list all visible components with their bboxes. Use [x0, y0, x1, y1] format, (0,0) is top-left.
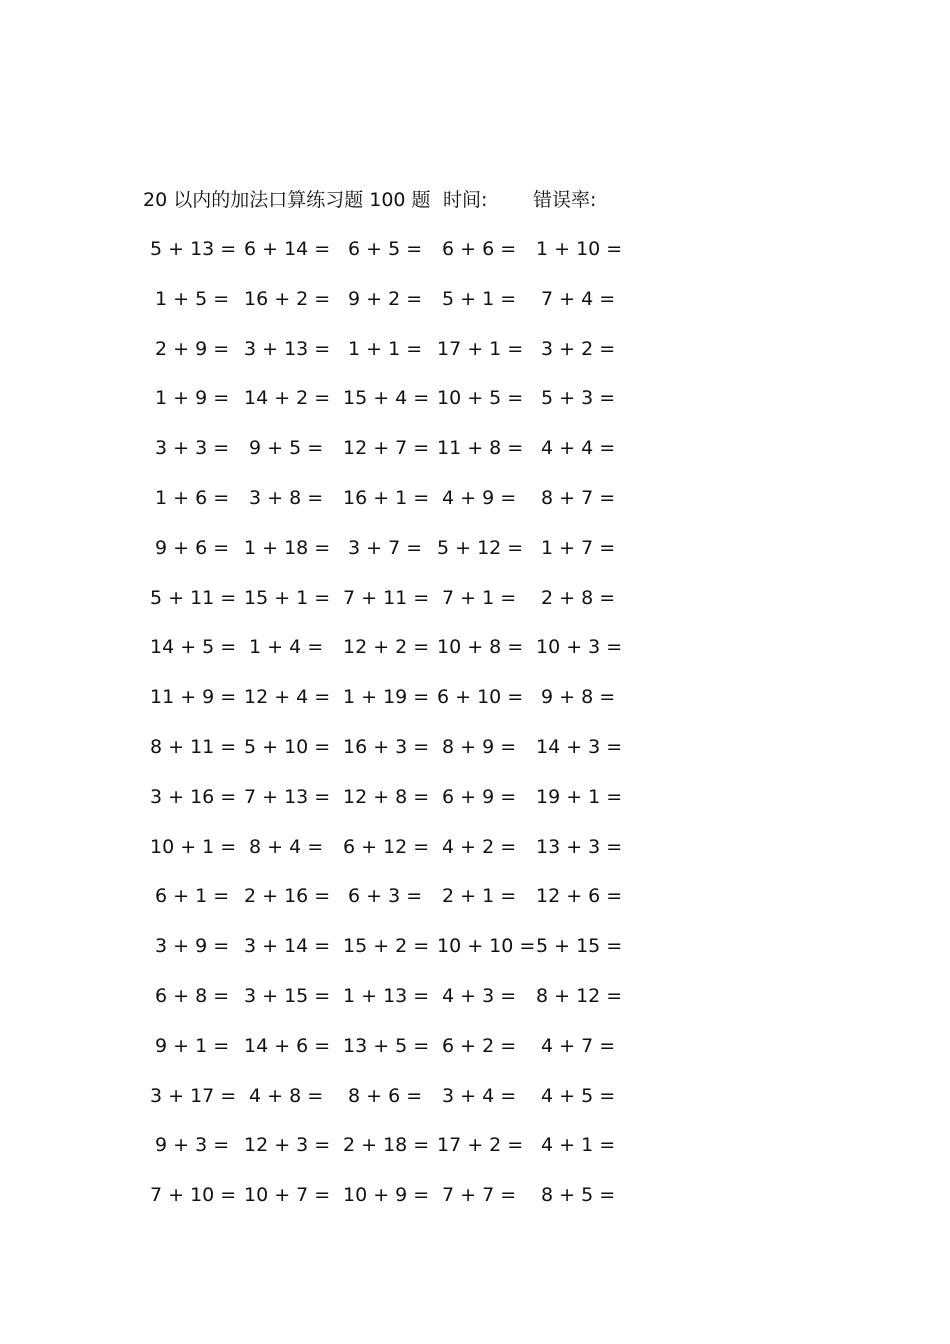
- problem-item: 3 + 7 =: [348, 536, 423, 559]
- problem-item: 10 + 1 =: [150, 835, 237, 858]
- problem-item: 2 + 18 =: [343, 1134, 430, 1157]
- problem-item: 4 + 2 =: [442, 835, 517, 858]
- problem-item: 8 + 7 =: [541, 486, 616, 509]
- problem-item: 6 + 12 =: [343, 835, 430, 858]
- problem-row: [0, 533, 950, 583]
- problem-item: 6 + 6 =: [442, 238, 517, 260]
- problem-row: [0, 433, 950, 483]
- problem-row: [0, 1081, 950, 1131]
- problem-item: 12 + 2 =: [343, 636, 430, 659]
- problem-item: 13 + 3 =: [536, 835, 623, 858]
- problem-item: 4 + 3 =: [442, 984, 517, 1007]
- problem-item: 6 + 2 =: [442, 1034, 517, 1057]
- problem-item: 1 + 6 =: [155, 486, 230, 509]
- problem-item: 7 + 11 =: [343, 586, 430, 609]
- problem-item: 4 + 9 =: [442, 486, 517, 509]
- problem-item: 10 + 10 =: [437, 935, 536, 958]
- problem-item: 2 + 16 =: [244, 885, 331, 908]
- problem-row: [0, 832, 950, 882]
- problem-item: 14 + 5 =: [150, 636, 237, 659]
- problem-item: 8 + 9 =: [442, 735, 517, 758]
- problem-item: 12 + 4 =: [244, 686, 331, 709]
- problem-item: 8 + 4 =: [249, 835, 324, 858]
- problem-item: 1 + 7 =: [541, 536, 616, 559]
- problem-item: 12 + 7 =: [343, 437, 430, 460]
- problem-item: 15 + 1 =: [244, 586, 331, 609]
- problem-item: 3 + 16 =: [150, 785, 237, 808]
- error-rate-label: 错误率:: [533, 189, 597, 211]
- problem-item: 14 + 6 =: [244, 1034, 331, 1057]
- problem-item: 11 + 9 =: [150, 686, 237, 709]
- problem-row: [0, 383, 950, 433]
- problem-row: [0, 234, 950, 284]
- problem-item: 1 + 13 =: [343, 984, 430, 1007]
- problem-item: 5 + 1 =: [442, 287, 517, 310]
- problem-item: 6 + 9 =: [442, 785, 517, 808]
- problem-item: 2 + 1 =: [442, 885, 517, 908]
- problem-item: 10 + 5 =: [437, 387, 524, 410]
- problem-item: 1 + 1 =: [348, 337, 423, 360]
- problem-item: 10 + 8 =: [437, 636, 524, 659]
- problem-item: 8 + 5 =: [541, 1184, 616, 1207]
- problem-item: 3 + 3 =: [155, 437, 230, 460]
- problem-item: 3 + 14 =: [244, 935, 331, 958]
- problem-item: 14 + 3 =: [536, 735, 623, 758]
- problem-item: 7 + 7 =: [442, 1184, 517, 1207]
- problem-item: 2 + 8 =: [541, 586, 616, 609]
- problem-item: 3 + 13 =: [244, 337, 331, 360]
- problem-item: 5 + 15 =: [536, 935, 623, 958]
- problem-item: 3 + 2 =: [541, 337, 616, 360]
- problem-item: 15 + 4 =: [343, 387, 430, 410]
- problem-item: 16 + 3 =: [343, 735, 430, 758]
- problem-item: 9 + 6 =: [155, 536, 230, 559]
- problem-item: 5 + 10 =: [244, 735, 331, 758]
- problem-row: [0, 632, 950, 682]
- problem-item: 17 + 1 =: [437, 337, 524, 360]
- worksheet-title: 20 以内的加法口算练习题 100 题: [143, 189, 431, 211]
- problem-item: 8 + 11 =: [150, 735, 237, 758]
- problem-row: [0, 1180, 950, 1230]
- problem-item: 12 + 8 =: [343, 785, 430, 808]
- problem-item: 4 + 5 =: [541, 1084, 616, 1107]
- problem-row: [0, 881, 950, 931]
- problem-item: 6 + 5 =: [348, 238, 423, 260]
- problem-row: [0, 334, 950, 384]
- problem-item: 9 + 3 =: [155, 1134, 230, 1157]
- problem-item: 16 + 2 =: [244, 287, 331, 310]
- problem-item: 19 + 1 =: [536, 785, 623, 808]
- problem-item: 1 + 19 =: [343, 686, 430, 709]
- problem-item: 2 + 9 =: [155, 337, 230, 360]
- problem-item: 5 + 3 =: [541, 387, 616, 410]
- problem-item: 9 + 2 =: [348, 287, 423, 310]
- problem-item: 8 + 12 =: [536, 984, 623, 1007]
- problem-item: 3 + 9 =: [155, 935, 230, 958]
- problem-grid: [0, 234, 950, 1230]
- problem-item: 11 + 8 =: [437, 437, 524, 460]
- problem-row: [0, 931, 950, 981]
- problem-row: [0, 1130, 950, 1180]
- problem-item: 7 + 1 =: [442, 586, 517, 609]
- problem-item: 4 + 4 =: [541, 437, 616, 460]
- problem-item: 1 + 4 =: [249, 636, 324, 659]
- problem-item: 1 + 5 =: [155, 287, 230, 310]
- problem-item: 9 + 5 =: [249, 437, 324, 460]
- problem-item: 8 + 6 =: [348, 1084, 423, 1107]
- problem-item: 4 + 1 =: [541, 1134, 616, 1157]
- problem-item: 4 + 7 =: [541, 1034, 616, 1057]
- problem-item: 10 + 9 =: [343, 1184, 430, 1207]
- problem-item: 5 + 12 =: [437, 536, 524, 559]
- problem-item: 6 + 1 =: [155, 885, 230, 908]
- problem-item: 12 + 6 =: [536, 885, 623, 908]
- problem-item: 3 + 17 =: [150, 1084, 237, 1107]
- problem-item: 14 + 2 =: [244, 387, 331, 410]
- problem-item: 1 + 10 =: [536, 238, 623, 260]
- problem-item: 10 + 7 =: [244, 1184, 331, 1207]
- problem-item: 15 + 2 =: [343, 935, 430, 958]
- problem-item: 13 + 5 =: [343, 1034, 430, 1057]
- problem-item: 5 + 13 =: [150, 238, 237, 260]
- problem-item: 17 + 2 =: [437, 1134, 524, 1157]
- problem-row: [0, 782, 950, 832]
- problem-item: 1 + 18 =: [244, 536, 331, 559]
- problem-item: 1 + 9 =: [155, 387, 230, 410]
- problem-item: 6 + 3 =: [348, 885, 423, 908]
- problem-row: [0, 483, 950, 533]
- problem-item: 9 + 8 =: [541, 686, 616, 709]
- problem-item: 6 + 8 =: [155, 984, 230, 1007]
- problem-item: 12 + 3 =: [244, 1134, 331, 1157]
- problem-item: 10 + 3 =: [536, 636, 623, 659]
- problem-item: 9 + 1 =: [155, 1034, 230, 1057]
- problem-item: 7 + 10 =: [150, 1184, 237, 1207]
- problem-row: [0, 682, 950, 732]
- problem-item: 16 + 1 =: [343, 486, 430, 509]
- problem-item: 3 + 4 =: [442, 1084, 517, 1107]
- time-label: 时间:: [443, 189, 488, 211]
- problem-row: [0, 284, 950, 334]
- problem-item: 4 + 8 =: [249, 1084, 324, 1107]
- problem-item: 3 + 8 =: [249, 486, 324, 509]
- problem-row: [0, 732, 950, 782]
- problem-row: [0, 1031, 950, 1081]
- problem-item: 5 + 11 =: [150, 586, 237, 609]
- problem-row: [0, 583, 950, 633]
- problem-row: [0, 981, 950, 1031]
- problem-item: 3 + 15 =: [244, 984, 331, 1007]
- problem-item: 7 + 4 =: [541, 287, 616, 310]
- problem-item: 6 + 14 =: [244, 238, 331, 260]
- problem-item: 7 + 13 =: [244, 785, 331, 808]
- problem-item: 6 + 10 =: [437, 686, 524, 709]
